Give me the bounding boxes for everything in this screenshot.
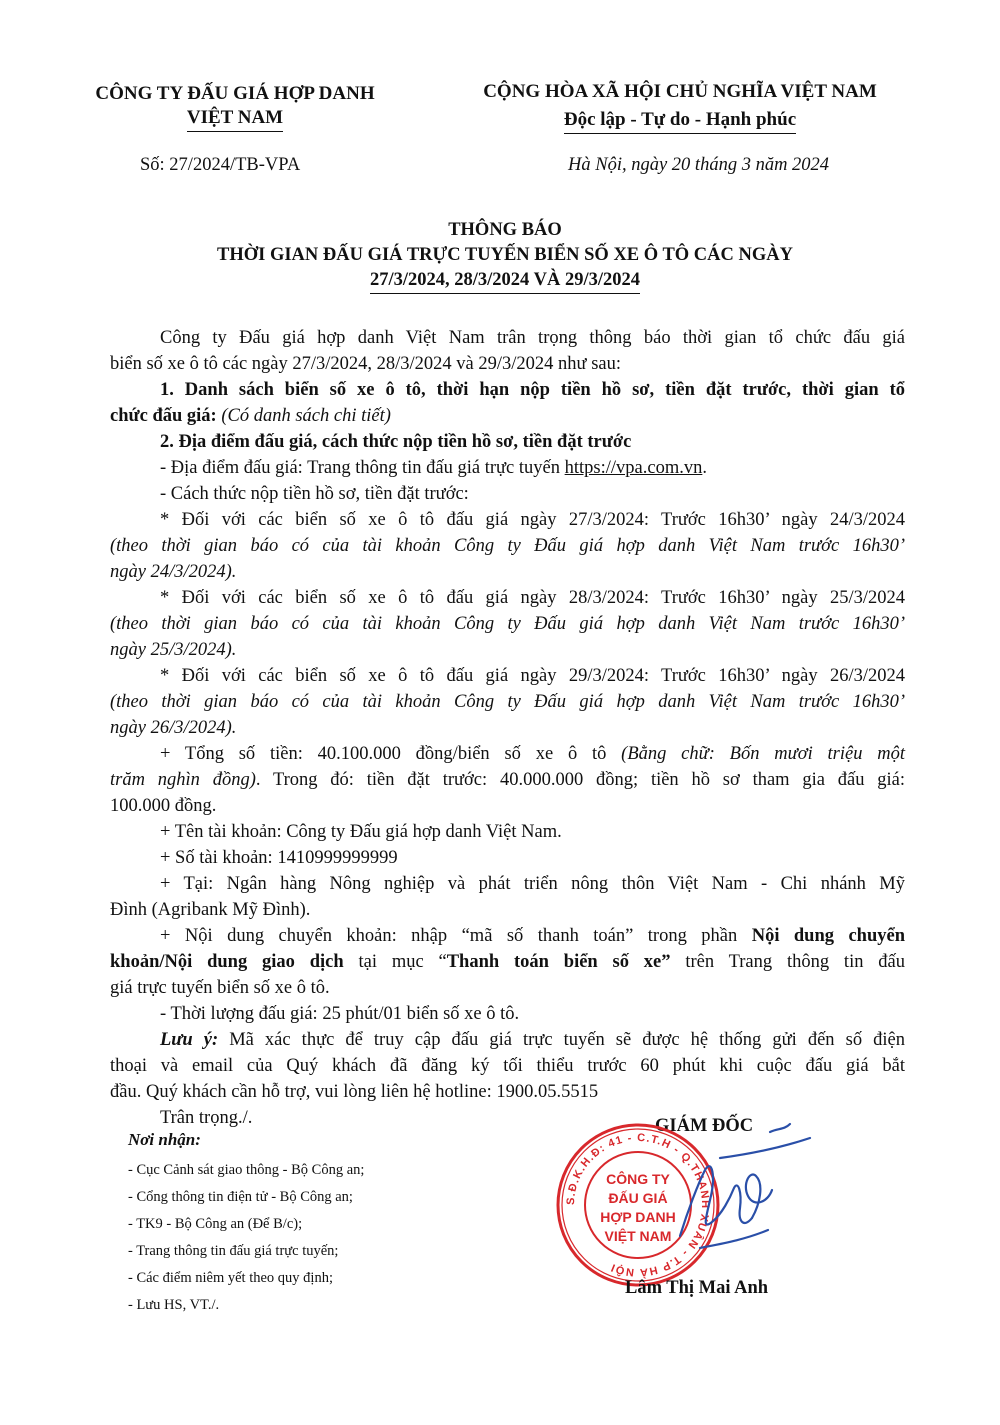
recipient-item: - Trang thông tin đấu giá trực tuyến; <box>128 1243 339 1259</box>
deadline-item-1: * Đối với các biển số xe ô tô đấu giá ngày 27/3/2024: Trước 16h30’ ngày 24/3/2024 <box>160 510 905 530</box>
deadline-item-3: * Đối với các biển số xe ô tô đấu giá ngày 29/3/2024: Trước 16h30’ ngày 26/3/2024 <box>160 666 905 686</box>
document-number: Số: 27/2024/TB-VPA <box>140 155 301 175</box>
bank-line: + Tại: Ngân hàng Nông nghiệp và phát triển nông thôn Việt Nam - Chi nhánh Mỹ <box>160 874 905 894</box>
org-name <box>60 82 410 132</box>
seal-text-line: CÔNG TY <box>606 1171 670 1187</box>
total-amount-line: + Tổng số tiền: 40.100.000 đồng/biển số xe ô tô (Bằng chữ: Bốn mươi triệu một <box>160 744 905 764</box>
signer-title: GIÁM ĐỐC <box>655 1116 754 1136</box>
document-type: THÔNG BÁO <box>448 220 562 240</box>
deadline-note-3-end: ngày 26/3/2024). <box>110 718 237 738</box>
total-amount-line: trăm nghìn đồng). Trong đó: tiền đặt trước: 40.000.000 đồng; tiền hồ sơ tham gia đấu giá: <box>110 770 906 790</box>
vpa-website-link[interactable]: https://vpa.com.vn <box>564 458 703 478</box>
country-name: CỘNG HÒA XÃ HỘI CHỦ NGHĨA VIỆT NAM <box>483 81 877 102</box>
account-number: + Số tài khoản: 1410999999999 <box>160 848 398 868</box>
seal-text-line: VIỆT NAM <box>604 1228 672 1244</box>
country-header <box>455 80 905 134</box>
recipients-label: Nơi nhận: <box>128 1130 201 1149</box>
auction-location: - Địa điểm đấu giá: Trang thông tin đấu giá trực tuyến https://vpa.com.vn. <box>160 458 707 478</box>
signer-name: Lâm Thị Mai Anh <box>625 1278 769 1298</box>
deadline-note-1: (theo thời gian báo có của tài khoản Công ty Đấu giá hợp danh Việt Nam trước 16h30’ <box>110 536 905 556</box>
document-title-line2: 27/3/2024, 28/3/2024 VÀ 29/3/2024 <box>110 268 900 294</box>
seal-text-line: HỢP DANH <box>600 1209 676 1225</box>
intro-paragraph-line: Công ty Đấu giá hợp danh Việt Nam trân trọng thông báo thời gian tổ chức đấu giá <box>160 328 905 348</box>
recipient-item: - Lưu HS, VT./. <box>128 1297 220 1313</box>
deadline-note-2-end: ngày 25/3/2024). <box>110 640 237 660</box>
deadline-note-1-end: ngày 24/3/2024). <box>110 562 237 582</box>
intro-paragraph-line: biển số xe ô tô các ngày 27/3/2024, 28/3/2024 và 29/3/2024 như sau: <box>110 354 621 374</box>
payment-method-heading: - Cách thức nộp tiền hồ sơ, tiền đặt trước: <box>160 484 469 504</box>
recipient-item: - TK9 - Bộ Công an (Để B/c); <box>128 1216 303 1232</box>
transfer-content-line: giá trực tuyến biển số xe ô tô. <box>110 978 330 998</box>
note-line: Lưu ý: Mã xác thực để truy cập đấu giá trực tuyến sẽ được hệ thống gửi đến số điện <box>160 1030 906 1050</box>
place-date: Hà Nội, ngày 20 tháng 3 năm 2024 <box>568 155 830 175</box>
note-label: Lưu ý: <box>160 1030 219 1050</box>
bank-line: Đình (Agribank Mỹ Đình). <box>110 900 311 920</box>
section-1-heading-cont: chức đấu giá: (Có danh sách chi tiết) <box>110 406 391 426</box>
document-title-line1: THỜI GIAN ĐẤU GIÁ TRỰC TUYẾN BIỂN SỐ XE Ô TÔ CÁC NGÀY <box>217 245 793 265</box>
auction-duration: - Thời lượng đấu giá: 25 phút/01 biển số xe ô tô. <box>160 1004 520 1024</box>
section-1-heading: 1. Danh sách biển số xe ô tô, thời hạn nộp tiền hồ sơ, tiền đặt trước, thời gian tổ <box>160 380 905 400</box>
transfer-content-line: + Nội dung chuyển khoản: nhập “mã số thanh toán” trong phần Nội dung chuyển <box>160 926 905 946</box>
deadline-note-3: (theo thời gian báo có của tài khoản Công ty Đấu giá hợp danh Việt Nam trước 16h30’ <box>110 692 905 712</box>
account-name: + Tên tài khoản: Công ty Đấu giá hợp danh Việt Nam. <box>160 822 562 842</box>
section-2-heading: 2. Địa điểm đấu giá, cách thức nộp tiền hồ sơ, tiền đặt trước <box>160 432 632 452</box>
recipient-item: - Các điểm niêm yết theo quy định; <box>128 1270 333 1286</box>
national-motto: Độc lập - Tự do - Hạnh phúc <box>564 108 796 134</box>
recipient-item: - Cổng thông tin điện tử - Bộ Công an; <box>128 1189 353 1205</box>
seal-text-line: ĐẤU GIÁ <box>608 1190 668 1206</box>
deadline-item-2: * Đối với các biển số xe ô tô đấu giá ngày 28/3/2024: Trước 16h30’ ngày 25/3/2024 <box>160 588 905 608</box>
total-amount-line: 100.000 đồng. <box>110 796 217 816</box>
recipient-item: - Cục Cảnh sát giao thông - Bộ Công an; <box>128 1162 365 1178</box>
note-line: đầu. Quý khách cần hỗ trợ, vui lòng liên hệ hotline: 1900.05.5515 <box>110 1082 599 1102</box>
deadline-note-2: (theo thời gian báo có của tài khoản Công ty Đấu giá hợp danh Việt Nam trước 16h30’ <box>110 614 905 634</box>
closing-text: Trân trọng./. <box>160 1108 253 1128</box>
handwritten-signature-icon <box>660 1118 840 1278</box>
transfer-content-line: khoản/Nội dung giao dịch tại mục “Thanh toán biển số xe” trên Trang thông tin đấu <box>110 952 905 972</box>
note-line: thoại và email của Quý khách đã đăng ký tối thiểu trước 60 phút khi cuộc đấu giá bắt <box>110 1056 905 1076</box>
seal-ring-text: S.Đ.K.H.Đ: 41 - C.T.H - Q.THANH XUÂN - T.P HÀ NỘI <box>564 1131 712 1279</box>
org-name-line1: CÔNG TY ĐẤU GIÁ HỢP DANH <box>95 83 375 104</box>
org-name-line2: VIỆT NAM <box>187 106 283 132</box>
